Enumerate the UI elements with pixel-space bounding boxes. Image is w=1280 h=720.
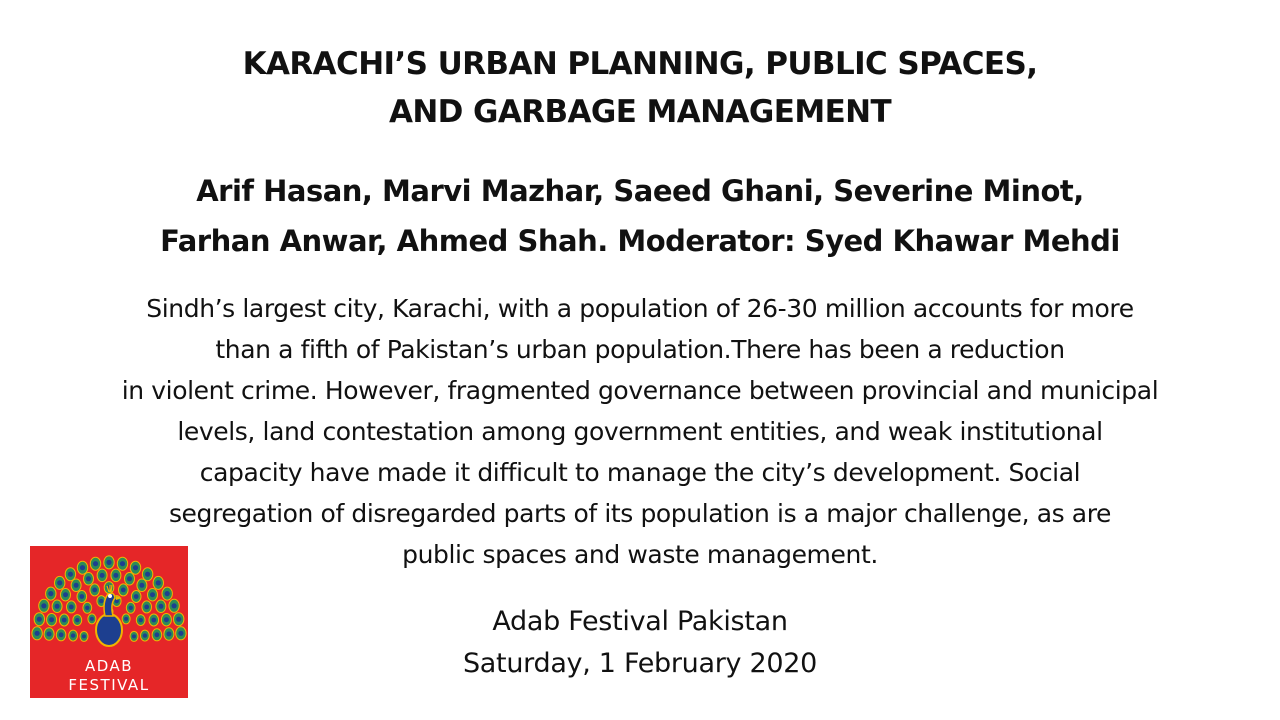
peacock-icon (30, 546, 188, 658)
event-name: Adab Festival Pakistan (492, 606, 788, 637)
logo-text-festival: FESTIVAL (68, 676, 150, 694)
session-description (0, 288, 1280, 575)
event-info (0, 601, 1280, 685)
speaker-list-line-1: Arif Hasan, Marvi Mazhar, Saeed Ghani, Severine Minot, (196, 174, 1084, 208)
description-line: capacity have made it difficult to manage the city’s development. Social (199, 458, 1081, 487)
session-title-line-2: AND GARBAGE MANAGEMENT (388, 94, 892, 130)
event-date: Saturday, 1 February 2020 (462, 648, 818, 679)
session-title-line-1: KARACHI’S URBAN PLANNING, PUBLIC SPACES, (242, 46, 1038, 82)
description-line: levels, land contestation among government entities, and weak institutional (177, 417, 1103, 446)
speaker-list-line-2: Farhan Anwar, Ahmed Shah. Moderator: Syed Khawar Mehdi (160, 224, 1120, 258)
logo-text-adab: ADAB (84, 657, 134, 675)
description-line: in violent crime. However, fragmented governance between provincial and municipal (121, 376, 1159, 405)
session-title (0, 40, 1280, 136)
description-line: public spaces and waste management. (402, 540, 878, 569)
description-line: Sindh’s largest city, Karachi, with a population of 26-30 million accounts for more (146, 294, 1134, 323)
speaker-list (0, 166, 1280, 266)
description-line: than a fifth of Pakistan’s urban population.There has been a reduction (215, 335, 1065, 364)
description-line: segregation of disregarded parts of its population is a major challenge, as are (168, 499, 1112, 528)
festival-logo (30, 546, 188, 698)
